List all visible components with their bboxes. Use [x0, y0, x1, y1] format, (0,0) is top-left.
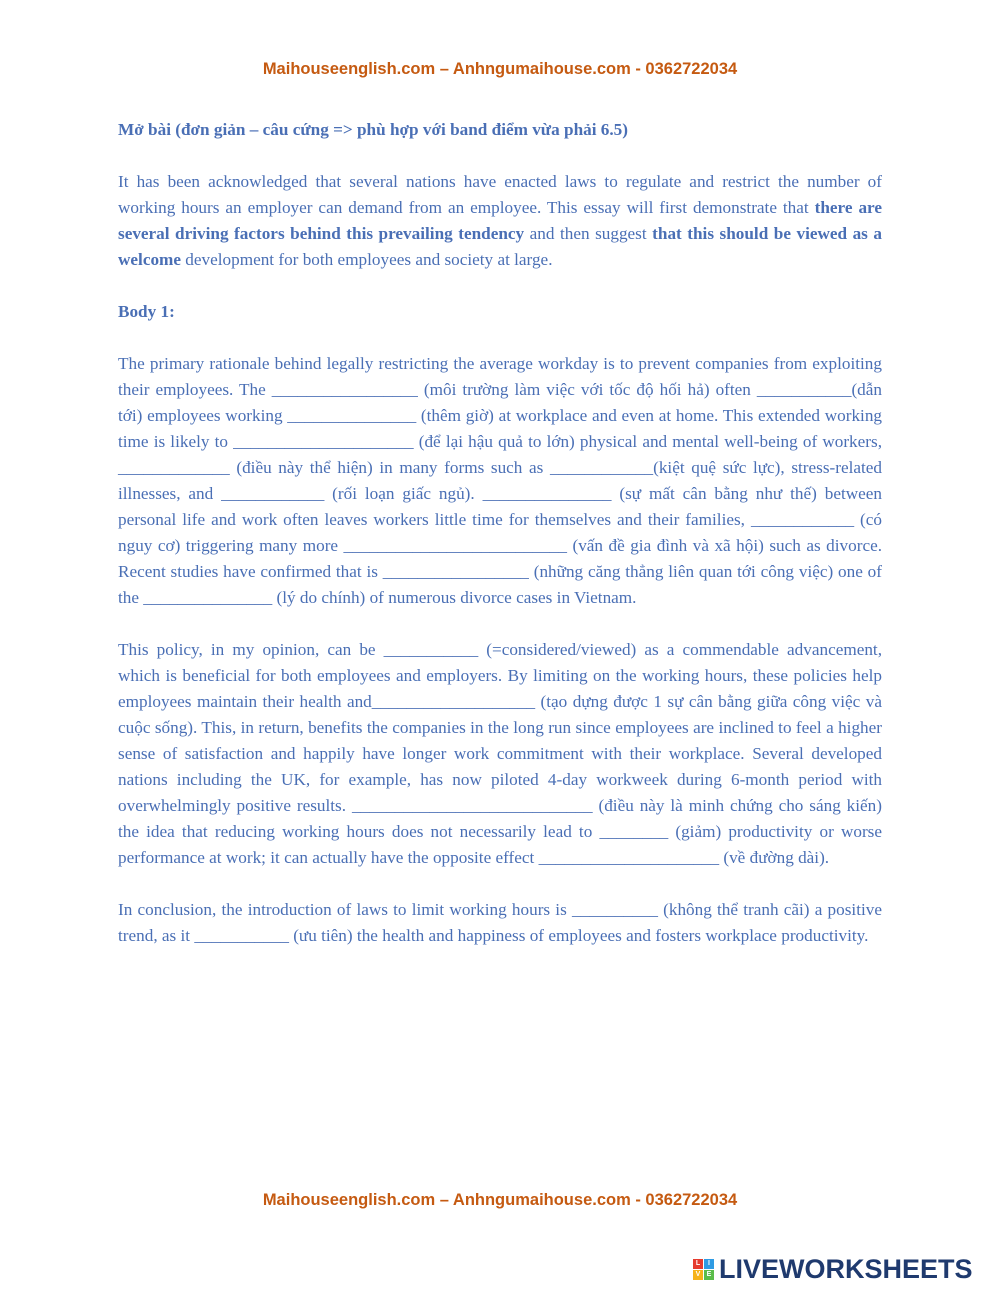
- fill-blank[interactable]: __________: [571, 900, 658, 919]
- brand-name: LIVEWORKSHEETS: [719, 1253, 973, 1284]
- fill-blank[interactable]: ____________: [221, 484, 325, 503]
- page-header: Maihouseenglish.com – Anhngumaihouse.com - 0362722034: [262, 60, 738, 78]
- bold-phrase: there are several driving factors behind this prevailing tendency: [118, 198, 882, 243]
- fill-blank[interactable]: _______________: [482, 484, 612, 503]
- body2-paragraph: This policy, in my opinion, can be ___________ (=considered/viewed) as a commendable advancement, which is beneficial for both employees and employers. By limiting on the working hours, these policies help employees maintain their health and___________________ (tạo dựng được 1 sự cân bằng giữa công việc và cuộc sống). This, in return, benefits the companies in the long run since employees are inclined to feel a higher sense of satisfaction and happily have longer work commitment with their workplace. Several developed nations including the UK, for example, has now piloted 4-day workweek during 6-month period with overwhelmingly positive results. ____________________________ (điều này là minh chứng cho sáng kiến) the idea that reducing working hours does not necessarily lead to ________ (giảm) productivity or worse performance at work; it can actually have the opposite effect _____________________ (về đường dài).: [118, 640, 882, 867]
- fill-blank[interactable]: ___________: [194, 926, 289, 945]
- fill-blank[interactable]: __________________________: [343, 536, 567, 555]
- logo-tile: V: [693, 1270, 703, 1280]
- logo-tile: E: [704, 1270, 714, 1280]
- fill-blank[interactable]: ____________: [549, 458, 654, 477]
- conclusion-paragraph: In conclusion, the introduction of laws to limit working hours is __________ (không thể tranh cãi) a positive trend, as it ___________ (ưu tiên) the health and happiness of employees and fosters workplace productivity.: [118, 900, 882, 945]
- intro-paragraph: It has been acknowledged that several nations have enacted laws to regulate and restrict the number of working hours an employer can demand from an employee. This essay will first demonstrate that there are several driving factors behind this prevailing tendency and then suggest that this should be viewed as a welcome development for both employees and society at large.: [118, 172, 882, 269]
- fill-blank[interactable]: ____________________________: [351, 796, 593, 815]
- body1-paragraph: The primary rationale behind legally restricting the average workday is to prevent companies from exploiting their employees. The _________________ (môi trường làm việc với tốc độ hối hả) often ___________(dẫn tới) employees working _______________ (thêm giờ) at workplace and even at home. This extended working time is likely to _____________________ (để lại hậu quả to lớn) physical and mental well-being of workers, _____________ (điều này thể hiện) in many forms such as ____________(kiệt quệ sức lực), stress-related illnesses, and ____________ (rối loạn giấc ngủ). _______________ (sự mất cân bằng như thế) between personal life and work often leaves workers little time for themselves and their families, ____________ (có nguy cơ) triggering many more __________________________ (vấn đề gia đình và xã hội) such as divorce. Recent studies have confirmed that is _________________ (những căng thẳng liên quan tới công việc) one of the _______________ (lý do chính) of numerous divorce cases in Vietnam.: [118, 354, 883, 607]
- fill-blank[interactable]: _________________: [271, 380, 418, 399]
- logo-tile: L: [693, 1259, 703, 1269]
- fill-blank[interactable]: _______________: [287, 406, 417, 425]
- fill-blank[interactable]: ___________: [383, 640, 479, 659]
- page-footer: Maihouseenglish.com – Anhngumaihouse.com - 0362722034: [262, 1191, 738, 1209]
- fill-blank[interactable]: ___________________: [371, 692, 536, 711]
- document-body: [118, 117, 882, 975]
- fill-blank[interactable]: _____________________: [538, 848, 720, 867]
- bold-phrase: that this should be viewed as a welcome: [118, 224, 882, 269]
- liveworksheets-icon: [693, 1259, 714, 1280]
- logo-tile: I: [704, 1259, 714, 1269]
- fill-blank[interactable]: _______________: [143, 588, 273, 607]
- fill-blank[interactable]: _____________: [118, 458, 230, 477]
- liveworksheets-logo[interactable]: [693, 1254, 973, 1284]
- fill-blank[interactable]: _________________: [382, 562, 529, 581]
- fill-blank[interactable]: ___________: [756, 380, 852, 399]
- body1-heading: Body 1:: [118, 302, 175, 321]
- fill-blank[interactable]: _____________________: [233, 432, 414, 451]
- intro-heading: Mở bài (đơn giản – câu cứng => phù hợp với band điểm vừa phải 6.5): [118, 120, 629, 139]
- fill-blank[interactable]: ____________: [750, 510, 855, 529]
- fill-blank[interactable]: ________: [599, 822, 669, 841]
